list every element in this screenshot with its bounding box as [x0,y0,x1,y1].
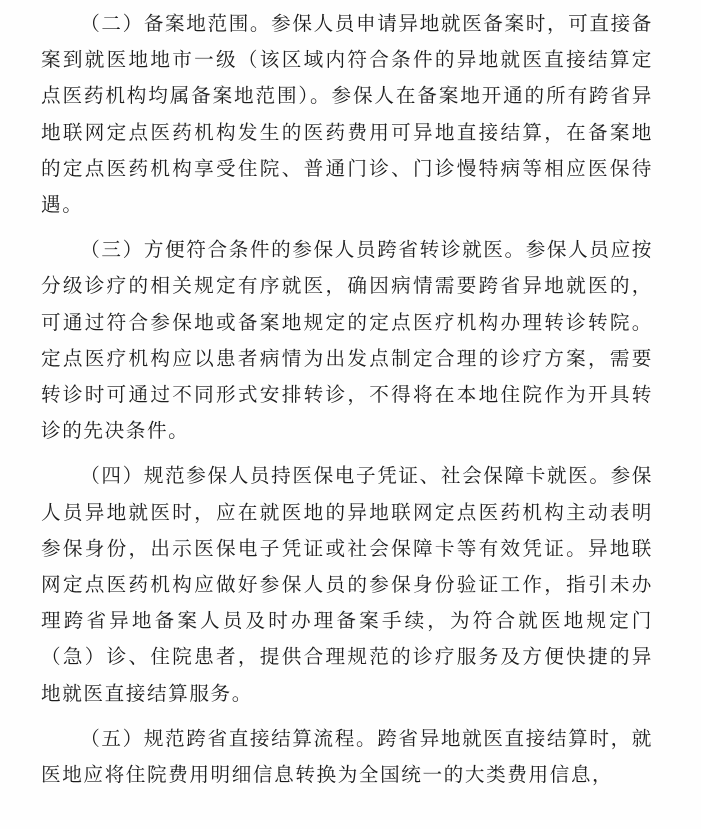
paragraph-heading: （三）方便符合条件的参保人员跨省转诊就医。 [80,238,526,262]
paragraph-heading: （四）规范参保人员持医保电子凭证、社会保障卡就医。 [80,464,611,488]
document-body [41,6,653,802]
paragraph-insurance-credentials [41,458,653,711]
paragraph-text: 参保人员应按分级诊疗的相关规定有序就医，确因病情需要跨省异地就医的，可通过符合参保地或备案地规定的定点医疗机构办理转诊转院。定点医疗机构应以患者病情为出发点制定合理的诊疗方案，需要转诊时可通过不同形式安排转诊，不得将在本地住院作为开具转诊的先决条件。 [41,238,653,443]
paragraph-cross-province-referral [41,232,653,449]
paragraph-text: 参保人员异地就医时，应在就医地的异地联网定点医药机构主动表明参保身份，出示医保电子凭证或社会保障卡等有效凭证。异地联网定点医药机构应做好参保人员的参保身份验证工作，指引未办理跨省异地备案人员及时办理备案手续，为符合就医地规定门（急）诊、住院患者，提供合理规范的诊疗服务及方便快捷的异地就医直接结算服务。 [41,464,654,705]
paragraph-text: 参保人员申请异地就医备案时，可直接备案到就医地地市一级（该区域内符合条件的异地就医直接结算定点医药机构均属备案地范围）。参保人在备案地开通的所有跨省异地联网定点医药机构发生的医药费用可异地直接结算，在备案地的定点医药机构享受住院、普通门诊、门诊慢特病等相应医保待遇。 [41,12,653,217]
paragraph-text: 跨省异地就医直接结算时，就医地应将住院费用明细信息转换为全国统一的大类费用信息， [41,726,653,787]
paragraph-heading: （五）规范跨省直接结算流程。 [80,726,378,750]
paragraph-heading: （二）备案地范围。 [80,12,272,35]
paragraph-settlement-process [41,721,653,793]
paragraph-filing-scope [41,6,653,223]
